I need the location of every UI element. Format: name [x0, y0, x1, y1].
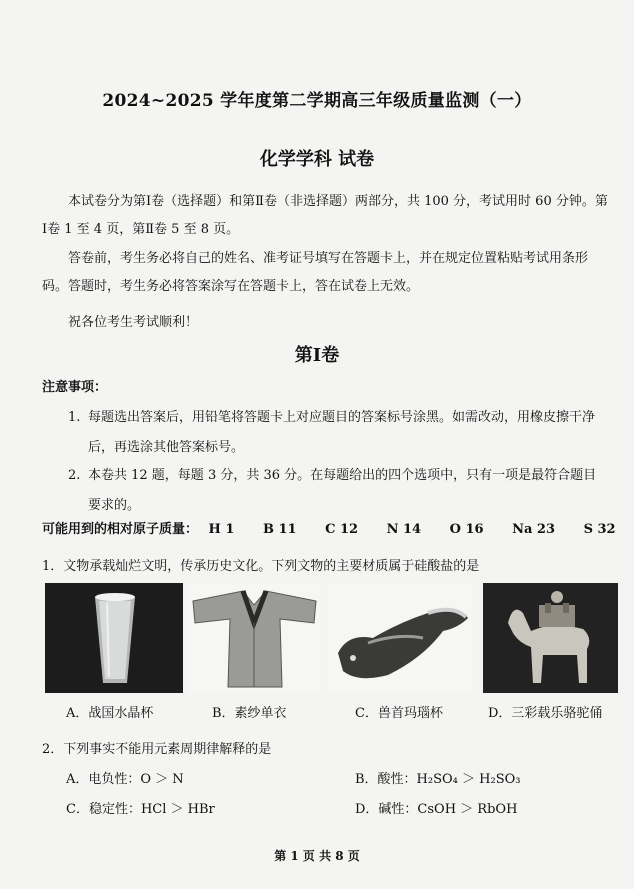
question-2-stem: 2．下列事实不能用元素周期律解释的是: [42, 742, 272, 757]
question-1-stem: 1．文物承载灿烂文明，传承历史文化。下列文物的主要材质属于硅酸盐的是: [42, 559, 480, 574]
page-footer: 第 1 页 共 8 页: [274, 849, 360, 863]
atomic-masses-label: 可能用到的相对原子质量：: [42, 522, 199, 537]
q2-option-b: B．酸性：H₂SO₄ ＞ H₂SO₃: [355, 772, 521, 787]
atomic-mass-h: H 1: [208, 522, 235, 537]
atomic-mass-na: Na 23: [512, 522, 556, 537]
q1-option-a: A．战国水晶杯: [66, 706, 154, 721]
q1-option-b: B．素纱单衣: [212, 706, 287, 721]
atomic-masses: [42, 518, 634, 537]
exam-title: 2024~2025 学年度第二学期高三年级质量监测（一）: [102, 91, 532, 111]
atomic-mass-o: O 16: [449, 522, 484, 537]
crystal-cup-image: [45, 583, 183, 693]
notice-heading: 注意事项：: [42, 380, 108, 395]
q2-option-d: D．碱性：CsOH ＞ RbOH: [355, 802, 518, 817]
silk-robe-image: [188, 583, 321, 693]
notice-item-text: 每题选出答案后，用铅笔将答题卡上对应题目的答案标号涂黑。如需改动，用橡皮擦干净后，再选涂其他答案标号。: [88, 410, 596, 455]
notice-item: [68, 461, 608, 521]
intro-paragraph-1: 本试卷分为第Ⅰ卷（选择题）和第Ⅱ卷（非选择题）两部分，共 100 分，考试用时 60 分钟。第Ⅰ卷 1 至 4 页，第Ⅱ卷 5 至 8 页。: [42, 194, 608, 237]
notice-item-number: 1.: [68, 410, 81, 425]
exam-subject: 化学学科 试卷: [259, 149, 375, 170]
camel-figurine-image: [483, 583, 618, 693]
intro-paragraph-3: 祝各位考生考试顺利！: [68, 315, 199, 330]
notice-item: [68, 403, 608, 463]
notice-item-number: 2.: [68, 468, 81, 483]
atomic-mass-b: B 11: [262, 522, 297, 537]
q1-option-d: D．三彩载乐骆驼俑: [488, 706, 603, 721]
notice-item-text: 本卷共 12 题，每题 3 分，共 36 分。在每题给出的四个选项中，只有一项是最符合题目要求的。: [88, 468, 597, 513]
section-title: 第Ⅰ卷: [294, 345, 340, 366]
atomic-mass-n: N 14: [386, 522, 422, 537]
agate-cup-image: [328, 583, 473, 693]
q2-option-a: A．电负性：O ＞ N: [66, 772, 184, 787]
atomic-mass-c: C 12: [325, 522, 359, 537]
q1-option-c: C．兽首玛瑙杯: [355, 706, 443, 721]
intro-paragraph-2: 答卷前，考生务必将自己的姓名、准考证号填写在答题卡上，并在规定位置粘贴考试用条形码。答题时，考生务必将答案涂写在答题卡上，答在试卷上无效。: [42, 251, 589, 294]
atomic-mass-s: S 32: [583, 522, 616, 537]
q2-option-c: C．稳定性：HCl ＞ HBr: [66, 802, 215, 817]
